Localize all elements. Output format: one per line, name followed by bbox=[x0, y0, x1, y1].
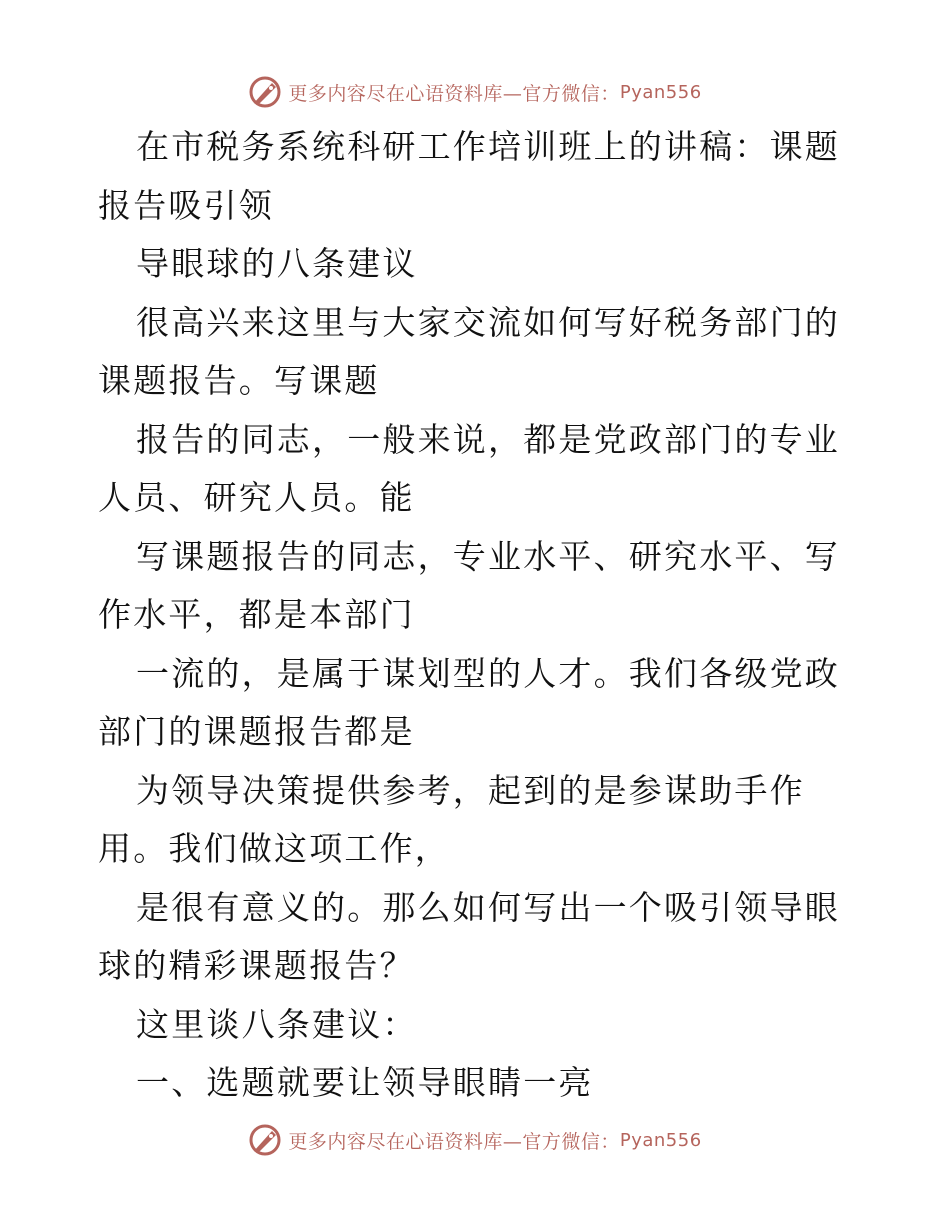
document-body bbox=[98, 118, 858, 1113]
paragraph: 这里谈八条建议： bbox=[136, 1004, 418, 1044]
header-wechat-id: Pyan556 bbox=[619, 81, 702, 103]
paragraph: 导眼球的八条建议 bbox=[136, 244, 418, 283]
paragraph: 很高兴来这里与大家交流如何写好税务部门的课题报告。写课题 bbox=[98, 302, 840, 400]
paragraph: 在市税务系统科研工作培训班上的讲稿：课题报告吸引领 bbox=[98, 127, 840, 225]
paragraph: 报告的同志，一般来说，都是党政部门的专业人员、研究人员。能 bbox=[98, 419, 840, 517]
paragraph: 一、选题就要让领导眼睛一亮 bbox=[136, 1063, 594, 1102]
pen-nib-circle-icon bbox=[248, 75, 282, 109]
header-banner bbox=[0, 72, 950, 112]
footer-banner bbox=[0, 1120, 950, 1160]
paragraph: 为领导决策提供参考，起到的是参谋助手作用。我们做这项工作， bbox=[98, 770, 805, 868]
header-banner-text: 更多内容尽在心语资料库—官方微信： bbox=[288, 82, 620, 105]
footer-banner-text: 更多内容尽在心语资料库—官方微信： bbox=[288, 1130, 620, 1153]
footer-wechat-id: Pyan556 bbox=[619, 1129, 702, 1151]
pen-nib-circle-icon bbox=[248, 1123, 282, 1157]
paragraph: 是很有意义的。那么如何写出一个吸引领导眼球的精彩课题报告？ bbox=[98, 887, 840, 985]
paragraph: 写课题报告的同志，专业水平、研究水平、写作水平，都是本部门 bbox=[98, 536, 840, 634]
paragraph: 一流的，是属于谋划型的人才。我们各级党政部门的课题报告都是 bbox=[98, 653, 840, 751]
